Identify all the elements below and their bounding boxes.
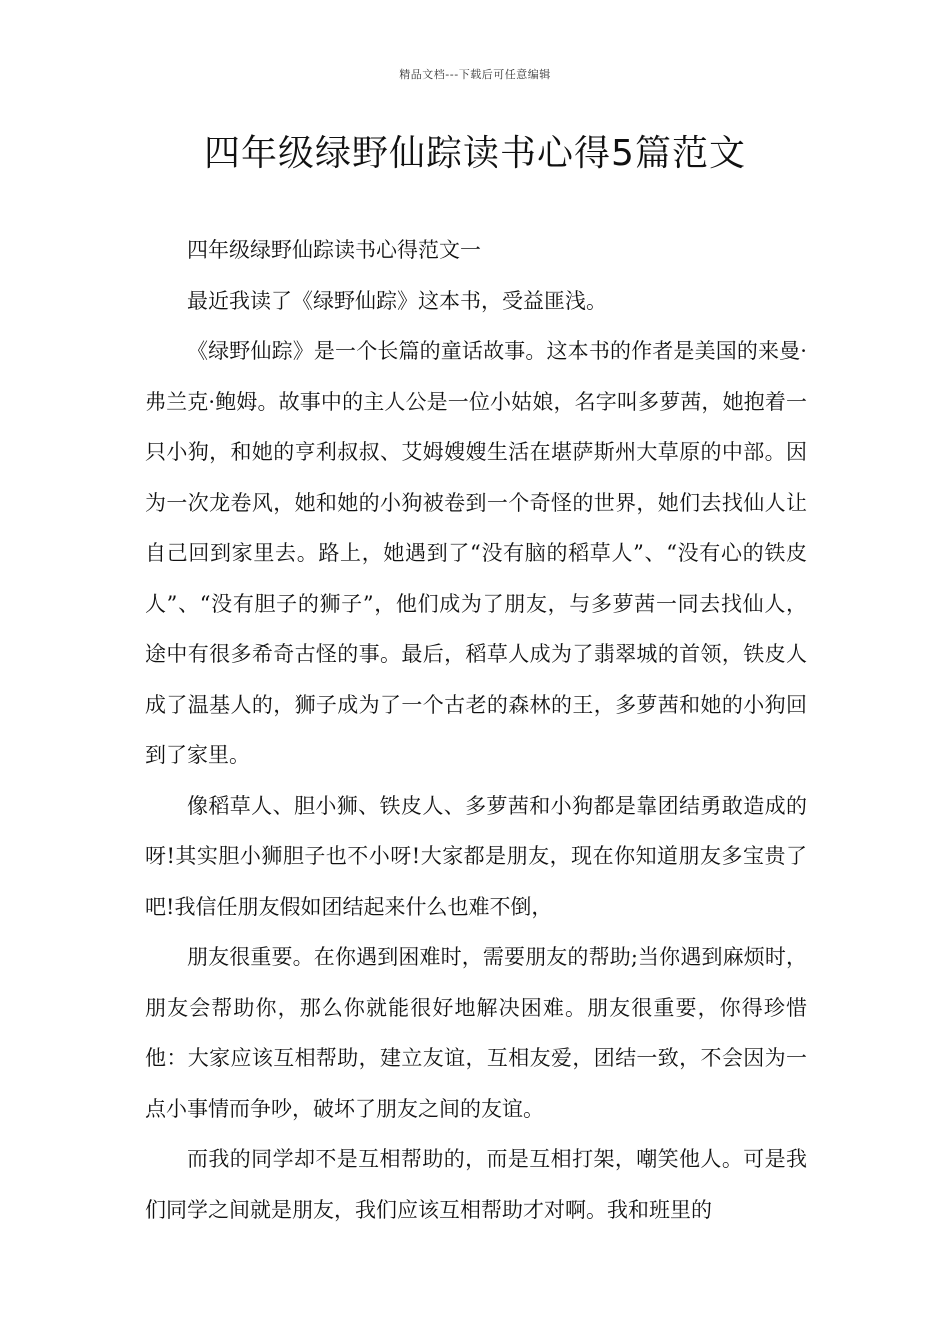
- document-title: 四年级绿野仙踪读书心得5篇范文: [204, 133, 746, 174]
- paragraph: 朋友很重要。在你遇到困难时，需要朋友的帮助;当你遇到麻烦时，朋友会帮助你，那么你就能很好地解决困难。朋友很重要，你得珍惜他：大家应该互相帮助，建立友谊，互相友爱，团结一致，不会因为一点小事情而争吵，破坏了朋友之间的友谊。: [145, 945, 807, 1121]
- paragraph: 像稻草人、胆小狮、铁皮人、多萝茜和小狗都是靠团结勇敢造成的呀!其实胆小狮胆子也不小呀!大家都是朋友，现在你知道朋友多宝贵了吧!我信任朋友假如团结起来什么也难不倒，: [145, 793, 807, 919]
- paragraph-subheading: 四年级绿野仙踪读书心得范文一: [187, 238, 481, 262]
- paragraph: 最近我读了《绿野仙踪》这本书，受益匪浅。: [187, 288, 607, 313]
- paragraph: 《绿野仙踪》是一个长篇的童话故事。这本书的作者是美国的来曼·弗兰克·鲍姆。故事中的主人公是一位小姑娘，名字叫多萝茜，她抱着一只小狗，和她的亨利叔叔、艾姆嫂嫂生活在堪萨斯州大草原的中部。因为一次龙卷风，她和她的小狗被卷到一个奇怪的世界，她们去找仙人让自己回到家里去。路上，她遇到了“没有脑的稻草人”、“没有心的铁皮人”、“没有胆子的狮子”，他们成为了朋友，与多萝茜一同去找仙人，途中有很多希奇古怪的事。最后，稻草人成为了翡翠城的首领，铁皮人成了温基人的，狮子成为了一个古老的森林的王，多萝茜和她的小狗回到了家里。: [145, 339, 807, 767]
- document-body: [145, 225, 807, 1235]
- paragraph: 而我的同学却不是互相帮助的，而是互相打架，嘲笑他人。可是我们同学之间就是朋友，我们应该互相帮助才对啊。我和班里的: [145, 1147, 807, 1222]
- header-note: 精品文档---下载后可任意编辑: [399, 68, 551, 81]
